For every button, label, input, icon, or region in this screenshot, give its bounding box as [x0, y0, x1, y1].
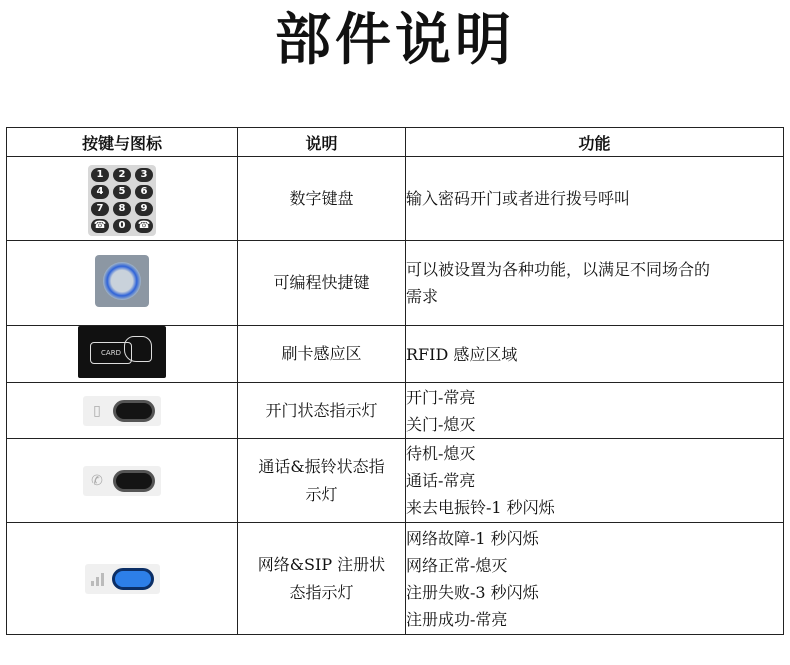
key-4: 4: [91, 185, 109, 199]
hand-icon: [124, 336, 152, 362]
function-text: 注册成功-常亮: [406, 609, 508, 629]
led-indicator-icon: [113, 470, 155, 492]
function-cell: [406, 383, 784, 439]
function-text: 开门-常亮: [406, 387, 476, 407]
key-9: 9: [135, 202, 153, 216]
description-cell: [238, 523, 406, 635]
function-text: 来去电振铃-1 秒闪烁: [406, 498, 555, 517]
key-call: ☎: [91, 219, 109, 233]
keypad-icon: [88, 165, 156, 236]
key-1: 1: [91, 168, 109, 182]
description-text: 数字键盘: [289, 188, 354, 208]
table-row: [7, 326, 784, 383]
table-header-row: [7, 128, 784, 157]
function-cell: [406, 241, 784, 326]
description-text: 示灯: [305, 484, 338, 504]
key-5: 5: [113, 185, 131, 199]
function-text: 通话-常亮: [406, 471, 476, 490]
led-indicator-icon: [112, 568, 154, 590]
description-text: 态指示灯: [289, 582, 354, 602]
header-function: 功能: [406, 128, 784, 157]
key-7: 7: [91, 202, 109, 216]
description-cell: [238, 383, 406, 439]
table-row: [7, 523, 784, 635]
table-row: [7, 439, 784, 523]
call-led-icon: [83, 466, 161, 496]
network-led-icon: [85, 564, 160, 594]
description-text: 刷卡感应区: [281, 344, 362, 363]
description-text: 网络&SIP 注册状: [257, 554, 386, 574]
description-cell: [238, 241, 406, 326]
key-hangup: ☎: [135, 219, 153, 233]
led-indicator-icon: [113, 400, 155, 422]
shortcut-button-icon: [95, 255, 149, 307]
table-row: [7, 383, 784, 439]
function-cell: [406, 326, 784, 383]
key-0: 0: [113, 219, 131, 233]
function-text: 关门-熄灭: [406, 414, 476, 434]
function-cell: [406, 157, 784, 241]
button-ring-icon: [103, 262, 141, 300]
key-6: 6: [135, 185, 153, 199]
function-text: 可以被设置为各种功能，以满足不同场合的: [406, 260, 711, 279]
description-cell: [238, 326, 406, 383]
key-2: 2: [113, 168, 131, 182]
icon-cell: [7, 241, 238, 326]
description-text: 通话&振铃状态指: [258, 456, 385, 476]
function-text: 待机-熄灭: [406, 444, 476, 463]
door-led-icon: [83, 396, 161, 426]
description-cell: [238, 439, 406, 523]
function-cell: [406, 439, 784, 523]
key-3: 3: [135, 168, 153, 182]
function-cell: [406, 523, 784, 635]
icon-cell: [7, 326, 238, 383]
description-text: 可编程快捷键: [273, 273, 370, 292]
page-title: 部件说明: [275, 8, 515, 73]
function-text: 需求: [406, 287, 439, 306]
icon-cell: [7, 439, 238, 523]
card-reader-icon: [78, 326, 166, 378]
function-text: 网络故障-1 秒闪烁: [406, 528, 539, 548]
header-icon: 按键与图标: [7, 128, 238, 157]
phone-icon: ✆: [91, 472, 103, 489]
function-text: 输入密码开门或者进行拨号呼叫: [406, 189, 631, 208]
key-8: 8: [113, 202, 131, 216]
description-text: 开门状态指示灯: [265, 400, 378, 420]
icon-cell: [7, 523, 238, 635]
function-text: RFID 感应区域: [406, 344, 518, 364]
signal-icon: [91, 572, 104, 586]
icon-cell: [7, 157, 238, 241]
header-description: 说明: [238, 128, 406, 157]
card-icon: CARD: [90, 342, 132, 364]
door-icon: ▯: [93, 402, 101, 419]
table-row: [7, 157, 784, 241]
description-cell: [238, 157, 406, 241]
component-table: [6, 127, 784, 635]
icon-cell: [7, 383, 238, 439]
function-text: 注册失败-3 秒闪烁: [406, 582, 539, 602]
table-row: [7, 241, 784, 326]
function-text: 网络正常-熄灭: [406, 555, 508, 575]
